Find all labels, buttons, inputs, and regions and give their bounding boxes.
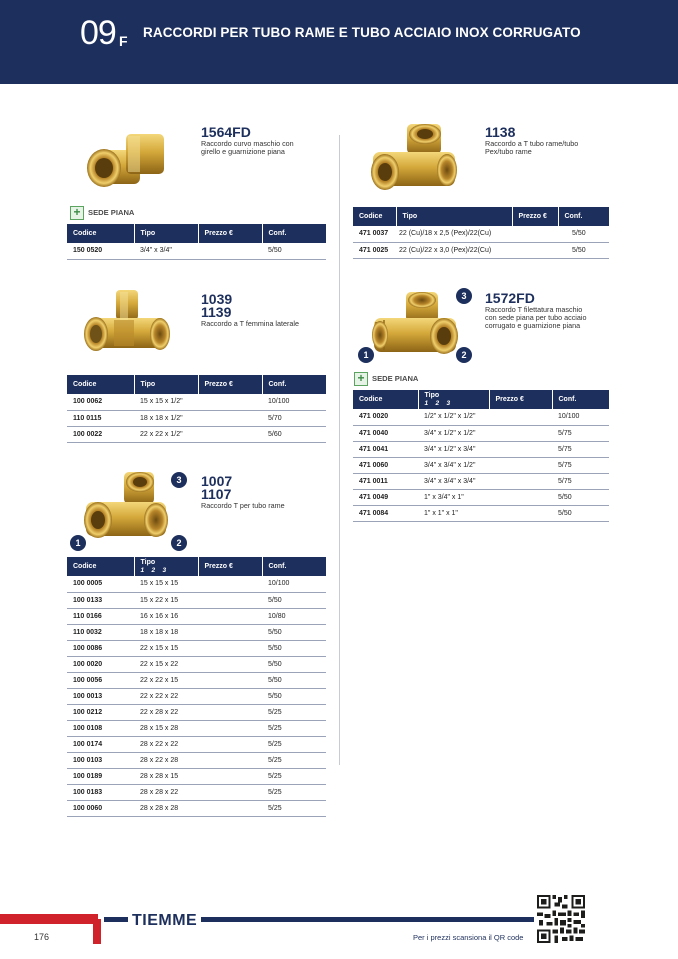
page-header — [0, 0, 678, 84]
table-cell: 5/25 — [262, 800, 326, 816]
table-row — [67, 426, 326, 442]
table-cell: 5/50 — [262, 656, 326, 672]
table-cell: 5/25 — [262, 704, 326, 720]
product-code-1564fd: 1564FD — [201, 124, 251, 140]
col-tipo: Tipo — [396, 207, 512, 226]
col-prezzo: Prezzo € — [489, 390, 552, 409]
table-cell: 100 0183 — [67, 784, 134, 800]
table-cell: 3/4" x 3/4" x 3/4" — [418, 473, 489, 489]
table-cell: 22 x 28 x 22 — [134, 704, 198, 720]
table-cell — [198, 656, 262, 672]
table-row — [67, 592, 326, 608]
table-cell — [198, 688, 262, 704]
fitting-1564fd-image — [78, 128, 174, 198]
col-conf: Conf. — [262, 557, 326, 576]
table-cell: 100 0022 — [67, 426, 134, 442]
table-cell — [198, 704, 262, 720]
table-cell — [198, 243, 262, 259]
table-cell — [198, 576, 262, 592]
table-cell: 100 0189 — [67, 768, 134, 784]
table-row — [67, 394, 326, 410]
table-cell: 15 x 15 x 15 — [134, 576, 198, 592]
table-cell — [198, 800, 262, 816]
table-cell: 110 0032 — [67, 624, 134, 640]
table-cell: 5/25 — [262, 736, 326, 752]
sede-piana-icon: + — [354, 372, 368, 386]
table-cell: 18 x 18 x 1/2" — [134, 410, 198, 426]
table-row — [67, 736, 326, 752]
col-prezzo: Prezzo € — [198, 224, 262, 243]
table-cell: 100 0086 — [67, 640, 134, 656]
table-cell: 5/70 — [262, 410, 326, 426]
table-cell: 28 x 22 x 22 — [134, 736, 198, 752]
brand-logo: TIEMME — [128, 912, 201, 930]
table-cell: 22 x 22 x 1/2" — [134, 426, 198, 442]
table-cell: 1" x 3/4" x 1" — [418, 489, 489, 505]
col-tipo: Tipo — [134, 224, 198, 243]
table-row — [67, 640, 326, 656]
table-cell: 22 x 22 x 22 — [134, 688, 198, 704]
table-cell: 22 (Cu)/22 x 3,0 (Pex)/22(Cu) — [396, 242, 512, 258]
table-cell: 5/50 — [558, 242, 609, 258]
table-cell: 22 x 15 x 15 — [134, 640, 198, 656]
table-cell: 5/50 — [262, 672, 326, 688]
table-cell: 471 0025 — [353, 242, 396, 258]
table-row — [353, 489, 609, 505]
table-cell: 100 0060 — [67, 800, 134, 816]
table-cell: 5/25 — [262, 752, 326, 768]
table-body — [67, 243, 326, 259]
table-1007 — [67, 557, 326, 817]
table-cell: 5/50 — [262, 640, 326, 656]
tipo-port-numbers: 1 2 3 — [140, 567, 167, 574]
table-cell: 471 0040 — [353, 425, 418, 441]
fitting-1007-image — [80, 468, 172, 548]
product-desc-1564fd-2: girello e guarnizione piana — [201, 147, 285, 156]
product-code-1007: 1007 — [201, 473, 233, 489]
table-cell — [489, 409, 552, 425]
product-desc-1138-1: Raccordo a T tubo rame/tubo — [485, 139, 579, 148]
table-cell: 15 x 15 x 1/2" — [134, 394, 198, 410]
table-row — [67, 243, 326, 259]
fitting-1039-image — [80, 288, 172, 366]
table-cell: 5/50 — [552, 505, 609, 521]
table-cell: 5/25 — [262, 784, 326, 800]
table-cell: 471 0060 — [353, 457, 418, 473]
table-cell — [198, 624, 262, 640]
table-row — [67, 688, 326, 704]
table-cell: 28 x 15 x 28 — [134, 720, 198, 736]
table-cell: 100 0174 — [67, 736, 134, 752]
table-cell: 15 x 22 x 15 — [134, 592, 198, 608]
table-row — [67, 410, 326, 426]
table-body — [67, 576, 326, 816]
table-cell: 471 0020 — [353, 409, 418, 425]
table-1138 — [353, 207, 609, 259]
table-cell — [489, 473, 552, 489]
col-prezzo: Prezzo € — [198, 375, 262, 394]
table-cell: 28 x 28 x 22 — [134, 784, 198, 800]
table-cell: 22 (Cu)/18 x 2,5 (Pex)/22(Cu) — [396, 226, 512, 242]
col-codice: Codice — [67, 224, 134, 243]
port-badge-2: 2 — [171, 535, 187, 551]
col-tipo: Tipo — [134, 375, 198, 394]
product-desc-1138-2: Pex/tubo rame — [485, 147, 532, 156]
table-cell: 28 x 22 x 28 — [134, 752, 198, 768]
table-cell: 10/80 — [262, 608, 326, 624]
table-cell — [198, 640, 262, 656]
table-cell — [198, 410, 262, 426]
table-row — [67, 672, 326, 688]
port-badge-1: 1 — [358, 347, 374, 363]
table-cell: 5/50 — [262, 243, 326, 259]
table-cell: 100 0133 — [67, 592, 134, 608]
col-codice: Codice — [67, 557, 134, 576]
table-cell — [198, 720, 262, 736]
table-row — [67, 576, 326, 592]
product-desc-1039: Raccordo a T femmina laterale — [201, 319, 300, 328]
table-cell — [512, 226, 558, 242]
column-divider — [339, 135, 340, 765]
product-code-1039: 1039 — [201, 291, 233, 307]
port-badge-2: 2 — [456, 347, 472, 363]
table-1039 — [67, 375, 326, 443]
table-row — [353, 505, 609, 521]
table-cell: 5/25 — [262, 768, 326, 784]
table-row — [67, 768, 326, 784]
table-row — [353, 457, 609, 473]
table-cell — [489, 457, 552, 473]
table-row — [353, 226, 609, 242]
table-cell: 100 0020 — [67, 656, 134, 672]
col-conf: Conf. — [552, 390, 609, 409]
table-row — [353, 409, 609, 425]
table-cell — [198, 426, 262, 442]
table-cell: 1/2" x 1/2" x 1/2" — [418, 409, 489, 425]
table-cell — [198, 592, 262, 608]
port-badge-1: 1 — [70, 535, 86, 551]
table-cell: 5/50 — [262, 592, 326, 608]
table-row — [67, 752, 326, 768]
fitting-1138-image — [367, 120, 461, 202]
table-cell: 100 0056 — [67, 672, 134, 688]
table-cell — [198, 768, 262, 784]
table-cell: 471 0011 — [353, 473, 418, 489]
table-cell: 5/75 — [552, 425, 609, 441]
table-cell — [198, 608, 262, 624]
product-desc-1572fd-3: corrugato e guarnizione piana — [485, 321, 581, 330]
table-cell — [198, 736, 262, 752]
col-prezzo: Prezzo € — [198, 557, 262, 576]
table-cell — [198, 672, 262, 688]
product-desc-1572fd-1: Raccordo T filettatura maschio — [485, 305, 583, 314]
table-cell — [489, 425, 552, 441]
table-cell: 3/4" x 1/2" x 1/2" — [418, 425, 489, 441]
table-cell — [198, 784, 262, 800]
table-cell: 5/75 — [552, 457, 609, 473]
table-1564fd — [67, 224, 326, 260]
table-cell: 471 0037 — [353, 226, 396, 242]
col-codice: Codice — [353, 390, 418, 409]
qr-note: Per i prezzi scansiona il QR code — [413, 933, 524, 942]
table-row — [353, 425, 609, 441]
table-cell: 100 0212 — [67, 704, 134, 720]
product-code-1138: 1138 — [485, 124, 516, 140]
table-row — [353, 473, 609, 489]
col-conf: Conf. — [558, 207, 609, 226]
table-cell: 16 x 16 x 16 — [134, 608, 198, 624]
table-cell — [489, 505, 552, 521]
col-tipo: Tipo 1 2 3 — [418, 390, 489, 409]
table-cell: 5/50 — [262, 688, 326, 704]
table-cell: 3/4" x 3/4" x 1/2" — [418, 457, 489, 473]
col-codice: Codice — [353, 207, 396, 226]
table-cell: 471 0049 — [353, 489, 418, 505]
product-desc-1564fd-1: Raccordo curvo maschio con — [201, 139, 294, 148]
table-cell: 100 0103 — [67, 752, 134, 768]
table-1572fd — [353, 390, 609, 522]
table-cell: 3/4" x 1/2" x 3/4" — [418, 441, 489, 457]
col-prezzo: Prezzo € — [512, 207, 558, 226]
product-code-1139: 1139 — [201, 304, 232, 320]
table-cell — [198, 394, 262, 410]
table-cell: 22 x 15 x 22 — [134, 656, 198, 672]
table-cell: 1" x 1" x 1" — [418, 505, 489, 521]
table-cell: 5/50 — [558, 226, 609, 242]
table-body — [353, 226, 609, 258]
table-body — [353, 409, 609, 521]
table-row — [67, 704, 326, 720]
footer-red-bar — [0, 914, 98, 924]
port-badge-3: 3 — [456, 288, 472, 304]
product-code-1572fd: 1572FD — [485, 290, 535, 306]
table-cell: 110 0166 — [67, 608, 134, 624]
table-cell — [489, 489, 552, 505]
table-cell: 5/25 — [262, 720, 326, 736]
table-cell: 5/50 — [552, 489, 609, 505]
chapter-number: 09 — [80, 14, 116, 52]
table-cell: 10/100 — [262, 394, 326, 410]
table-cell: 18 x 18 x 18 — [134, 624, 198, 640]
table-row — [67, 624, 326, 640]
port-badge-3: 3 — [171, 472, 187, 488]
product-code-1107: 1107 — [201, 486, 232, 502]
table-row — [67, 656, 326, 672]
sede-piana-icon: + — [70, 206, 84, 220]
table-cell: 5/75 — [552, 473, 609, 489]
table-cell: 100 0108 — [67, 720, 134, 736]
table-cell: 471 0041 — [353, 441, 418, 457]
table-row — [67, 608, 326, 624]
table-row — [67, 800, 326, 816]
table-cell: 22 x 22 x 15 — [134, 672, 198, 688]
table-row — [67, 720, 326, 736]
col-conf: Conf. — [262, 224, 326, 243]
footer-red-hook — [93, 919, 101, 944]
col-tipo: Tipo 1 2 3 — [134, 557, 198, 576]
table-row — [67, 784, 326, 800]
chapter-suffix: F — [119, 33, 128, 49]
table-cell: 110 0115 — [67, 410, 134, 426]
table-cell — [512, 242, 558, 258]
table-cell: 100 0062 — [67, 394, 134, 410]
table-row — [353, 441, 609, 457]
table-cell: 150 0520 — [67, 243, 134, 259]
table-row — [353, 242, 609, 258]
table-cell: 5/50 — [262, 624, 326, 640]
table-cell: 28 x 28 x 28 — [134, 800, 198, 816]
table-cell: 10/100 — [262, 576, 326, 592]
table-cell: 471 0084 — [353, 505, 418, 521]
col-conf: Conf. — [262, 375, 326, 394]
tipo-port-numbers: 1 2 3 — [424, 400, 451, 407]
col-codice: Codice — [67, 375, 134, 394]
table-cell: 3/4" x 3/4" — [134, 243, 198, 259]
table-cell: 5/60 — [262, 426, 326, 442]
fitting-1572fd-image — [366, 290, 462, 368]
table-cell: 10/100 — [552, 409, 609, 425]
page-title: RACCORDI PER TUBO RAME E TUBO ACCIAIO INOX CORRUGATO — [143, 25, 581, 40]
product-desc-1572fd-2: con sede piana per tubo acciaio — [485, 313, 587, 322]
table-body — [67, 394, 326, 442]
table-cell — [489, 441, 552, 457]
product-desc-1007: Raccordo T per tubo rame — [201, 501, 285, 510]
table-cell: 28 x 28 x 15 — [134, 768, 198, 784]
table-cell: 100 0005 — [67, 576, 134, 592]
qr-code-icon[interactable] — [537, 895, 585, 943]
table-cell: 100 0013 — [67, 688, 134, 704]
table-cell — [198, 752, 262, 768]
page-number: 176 — [34, 932, 50, 942]
table-cell: 5/75 — [552, 441, 609, 457]
